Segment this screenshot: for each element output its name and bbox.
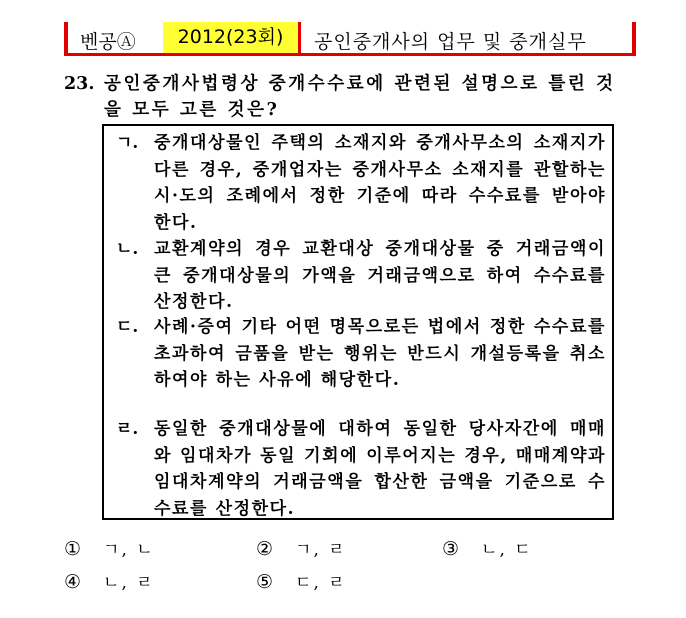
choice-1[interactable] (64, 535, 155, 560)
choice-number: ① (64, 538, 82, 560)
choice-number: ④ (64, 571, 82, 593)
choice-number: ② (256, 538, 274, 560)
statement-mark: ㄴ. (116, 239, 139, 259)
question-number: 23. (64, 74, 95, 94)
choice-text: ㄷ, ㄹ (295, 573, 347, 593)
choice-number: ⑤ (256, 571, 274, 593)
choice-text: ㄴ, ㄹ (103, 573, 155, 593)
statement-mark: ㄹ. (116, 419, 139, 439)
statement-box (102, 124, 614, 520)
choice-text: ㄴ, ㄷ (481, 540, 533, 560)
choice-text: ㄱ, ㄹ (295, 540, 347, 560)
subject-tag: 벤공Ⓐ (80, 31, 136, 53)
statement-text: 동일한 중개대상물에 대하여 동일한 당사자간에 매매와 임대차가 동일 기회에 이루어지는 경우, 매매계약과 임대차계약의 거래금액을 합산한 금액을 기준으로 수수료를 산정한다. (154, 419, 606, 519)
statement-mark: ㄱ. (116, 133, 139, 153)
choice-number: ③ (442, 538, 460, 560)
question-text: 공인중개사법령상 중개수수료에 관련된 설명으로 틀린 것을 모두 고른 것은? (104, 74, 616, 120)
exam-year-badge: 2012(23회) (163, 22, 301, 53)
statement-mark: ㄷ. (116, 317, 139, 337)
statement-text: 중개대상물인 주택의 소재지와 중개사무소의 소재지가 다른 경우, 중개업자는 중개사무소 소재지를 관할하는 시·도의 조례에서 정한 기준에 따라 수수료를 받아야 한다. (154, 133, 606, 233)
statement-text: 사례·증여 기타 어떤 명목으로든 법에서 정한 수수료를 초과하여 금품을 받는 행위는 반드시 개설등록을 취소하여야 하는 사유에 해당한다. (154, 317, 606, 390)
choice-5[interactable] (256, 568, 347, 593)
exam-header (64, 22, 636, 56)
statement-text: 교환계약의 경우 교환대상 중개대상물 중 거래금액이 큰 중개대상물의 가액을 거래금액으로 하여 수수료를 산정한다. (154, 239, 606, 312)
choice-4[interactable] (64, 568, 155, 593)
section-title: 공인중개사의 업무 및 중개실무 (314, 31, 587, 53)
choice-2[interactable] (256, 535, 347, 560)
choice-text: ㄱ, ㄴ (103, 540, 155, 560)
choice-3[interactable] (442, 535, 533, 560)
